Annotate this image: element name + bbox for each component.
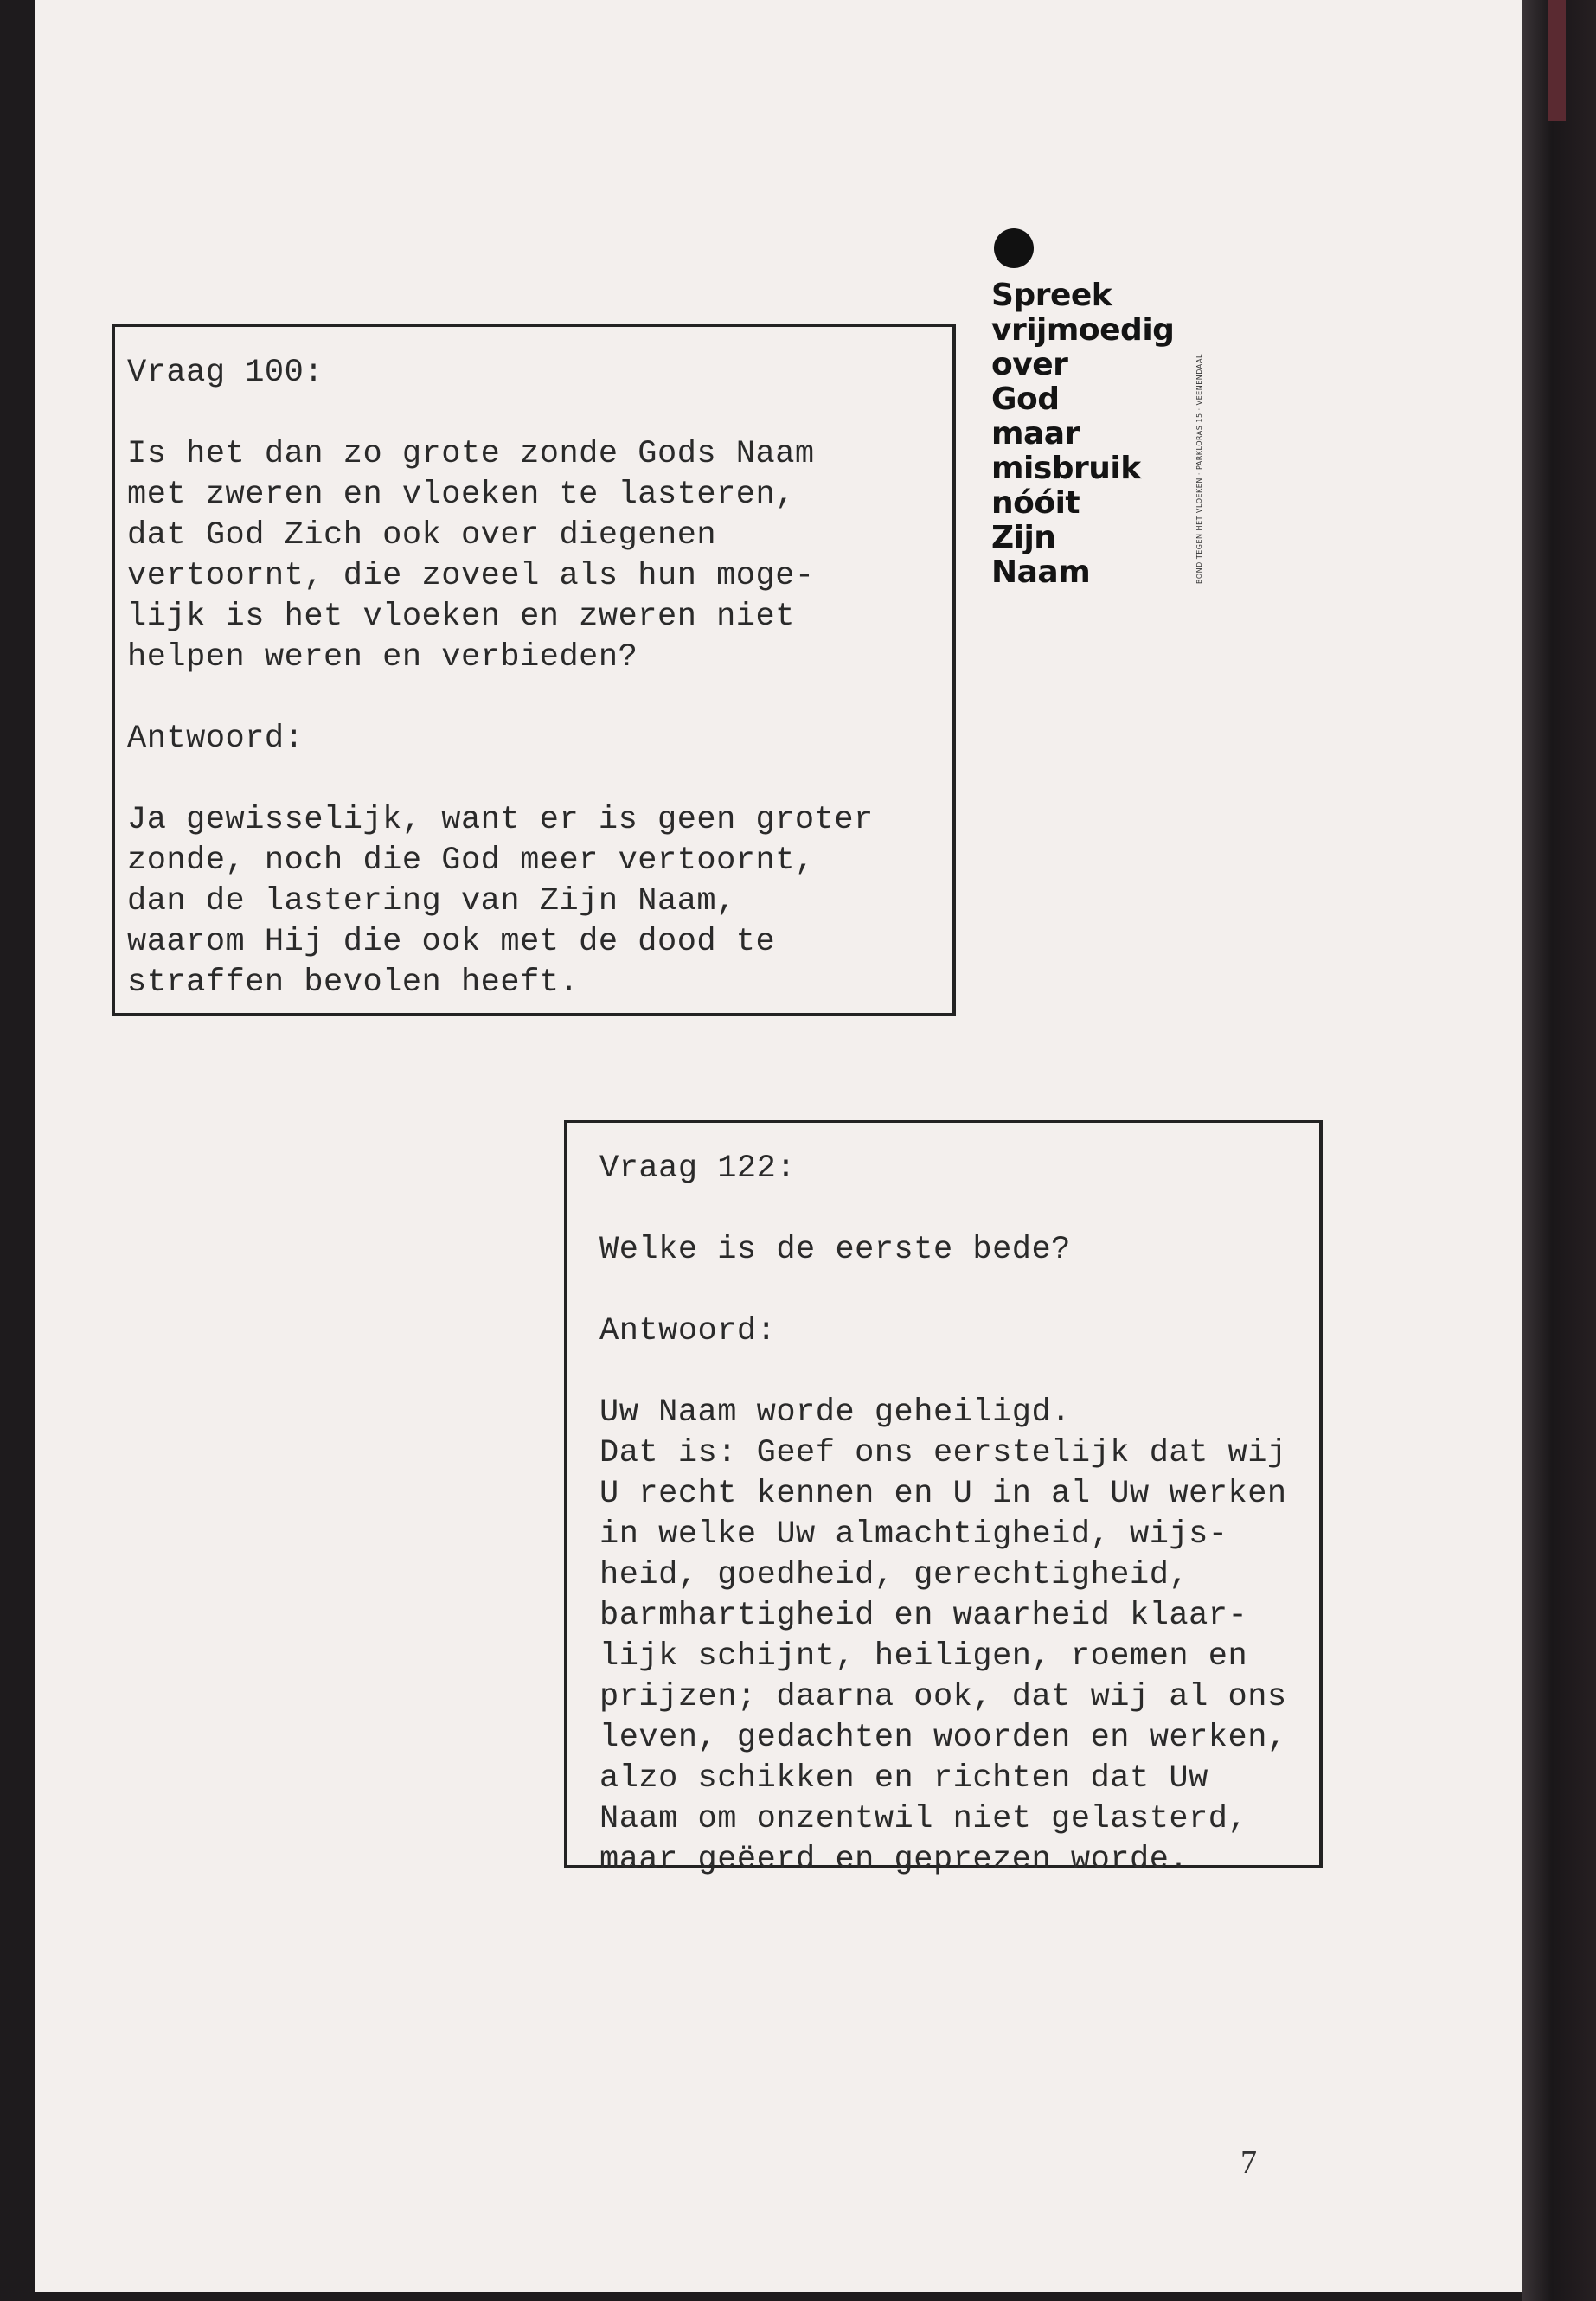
slogan-line: Spreek <box>991 278 1112 313</box>
answer-line: Naam om onzentwil niet gelasterd, <box>599 1801 1248 1837</box>
answer-line: alzo schikken en richten dat Uw <box>599 1760 1208 1797</box>
answer-line: Dat is: Geef ons eerstelijk dat wij <box>599 1435 1287 1471</box>
question-label: Vraag 100: <box>127 355 324 391</box>
slogan-line: misbruik <box>991 451 1141 486</box>
slogan-text <box>991 279 1174 590</box>
answer-line: maar geëerd en geprezen worde. <box>599 1842 1189 1878</box>
document-page <box>35 0 1522 2292</box>
answer-line: leven, gedachten woorden en werken, <box>599 1720 1287 1756</box>
question-box-100 <box>112 324 956 1016</box>
page-number: 7 <box>1240 2144 1257 2181</box>
question-line: vertoornt, die zoveel als hun moge- <box>127 558 815 594</box>
answer-line: Uw Naam worde geheiligd. <box>599 1394 1071 1431</box>
answer-line: heid, goedheid, gerechtigheid, <box>599 1557 1189 1593</box>
question-line: met zweren en vloeken te lasteren, <box>127 477 795 513</box>
answer-line: lijk schijnt, heiligen, roemen en <box>599 1638 1248 1675</box>
answer-line: U recht kennen en U in al Uw werken <box>599 1476 1287 1512</box>
book-binding-edge <box>1522 0 1596 2301</box>
slogan-line: vrijmoedig <box>991 312 1175 348</box>
question-line: helpen weren en verbieden? <box>127 639 638 676</box>
answer-line: prijzen; daarna ook, dat wij al ons <box>599 1679 1287 1715</box>
answer-line: dan de lastering van Zijn Naam, <box>127 883 736 920</box>
binding-accent <box>1548 0 1566 121</box>
slogan-credit: BOND TEGEN HET VLOEKEN · PARKLORAS 15 · VEENENDAAL <box>1195 354 1203 584</box>
answer-line: Ja gewisselijk, want er is geen groter <box>127 802 874 838</box>
question-line: dat God Zich ook over diegenen <box>127 517 717 554</box>
slogan-line: Naam <box>991 554 1091 590</box>
slogan-line: maar <box>991 416 1080 452</box>
question-label: Vraag 122: <box>599 1150 797 1187</box>
answer-line: barmhartigheid en waarheid klaar- <box>599 1598 1248 1634</box>
answer-line: straffen bevolen heeft. <box>127 965 580 1001</box>
answer-line: zonde, noch die God meer vertoornt, <box>127 843 815 879</box>
slogan-line: over <box>991 347 1068 382</box>
answer-label: Antwoord: <box>599 1313 777 1349</box>
answer-line: waarom Hij die ook met de dood te <box>127 924 776 960</box>
bullet-dot-icon <box>994 228 1034 268</box>
question-line: Welke is de eerste bede? <box>599 1232 1071 1268</box>
question-box-122 <box>564 1120 1323 1878</box>
question-line: lijk is het vloeken en zweren niet <box>127 599 795 635</box>
slogan-line: God <box>991 381 1060 417</box>
slogan-line: nóóit <box>991 485 1080 521</box>
question-line: Is het dan zo grote zonde Gods Naam <box>127 436 815 472</box>
slogan-line: Zijn <box>991 520 1056 555</box>
answer-line: in welke Uw almachtigheid, wijs- <box>599 1516 1228 1553</box>
answer-label: Antwoord: <box>127 721 304 757</box>
